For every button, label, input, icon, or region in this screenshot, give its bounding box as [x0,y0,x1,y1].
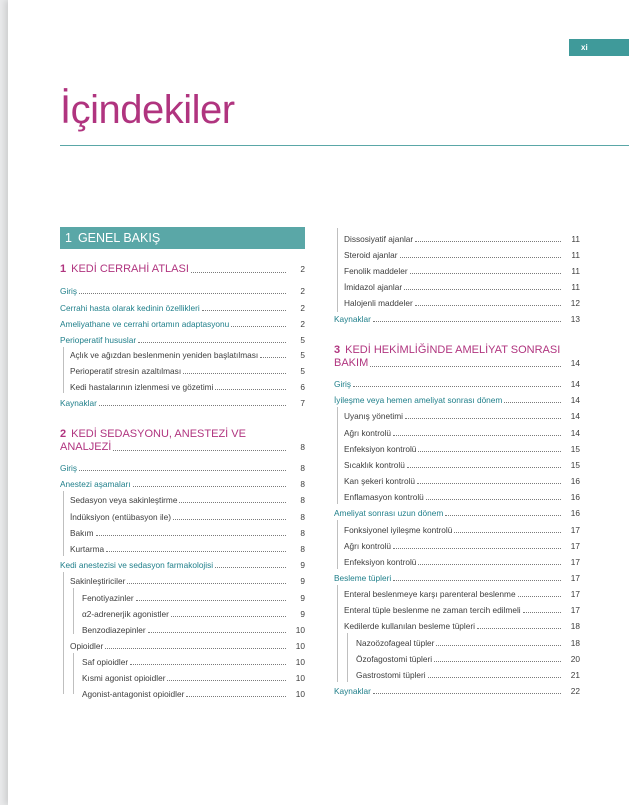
chapter-1-page: 2 [300,264,305,274]
chapter-3-number: 3 [334,344,341,356]
document-page [8,0,629,805]
toc-entry[interactable]: Perioperatif hususlar 5 [60,335,305,345]
toc-entry[interactable]: Steroid ajanlar 11 [344,250,580,260]
toc-entry[interactable]: Kısmi agonist opioidler 10 [82,673,305,683]
toc-entry[interactable]: Kedi hastalarının izlenmesi ve gözetimi 6 [70,382,305,392]
toc-entry[interactable]: Besleme tüpleri 17 [334,573,580,583]
toc-entry[interactable]: Giriş 8 [60,463,305,473]
toc-entry[interactable]: İmidazol ajanlar 11 [344,282,580,292]
toc-entry[interactable]: Enflamasyon kontrolü 16 [344,492,580,502]
toc-entry[interactable]: Halojenli maddeler 12 [344,298,580,308]
chapter-3-heading[interactable] [334,344,580,370]
toc-entry[interactable]: Kurtarma 8 [70,544,305,554]
leader-dots [191,272,286,273]
toc-entry[interactable]: Ameliyat sonrası uzun dönem 16 [334,508,580,518]
chapter-2-number: 2 [60,428,67,440]
chapter-3-page: 14 [570,358,580,368]
toc-entry[interactable]: Enfeksiyon kontrolü 17 [344,557,580,567]
toc-entry[interactable]: Enfeksiyon kontrolü 15 [344,444,580,454]
chapter-2-heading[interactable] [60,428,305,454]
toc-entry[interactable]: Opioidler 10 [70,641,305,651]
toc-entry[interactable]: Benzodiazepinler 10 [82,625,305,635]
toc-entry[interactable]: Kedilerde kullanılan besleme tüpleri 18 [344,621,580,631]
toc-entry[interactable]: Kan şekeri kontrolü 16 [344,476,580,486]
chapter-2-title-line2: ANALJEZİ [60,441,112,453]
toc-entry[interactable]: Sıcaklık kontrolü 15 [344,460,580,470]
toc-entry[interactable]: Fenotiyazinler 9 [82,593,305,603]
chapter-1-title: KEDİ CERRAHİ ATLASI [71,263,189,275]
toc-entry[interactable]: Perioperatif stresin azaltılması 5 [70,366,305,376]
toc-entry[interactable]: Kaynaklar 13 [334,314,580,324]
toc-entry[interactable]: Açlık ve ağızdan beslenmenin yeniden başlatılması 5 [70,350,305,360]
toc-entry[interactable]: Ameliyathane ve cerrahi ortamın adaptasyonu 2 [60,319,305,329]
page-title: İçindekiler [60,88,235,132]
toc-entry[interactable]: Gastrostomi tüpleri 21 [356,670,580,680]
header-rule [60,145,629,146]
toc-entry[interactable]: Fenolik maddeler 11 [344,266,580,276]
toc-entry[interactable]: Bakım 8 [70,528,305,538]
section-banner-label: GENEL BAKIŞ [77,231,161,245]
chapter-1-number: 1 [60,263,67,275]
toc-entry[interactable]: İyileşme veya hemen ameliyat sonrası dönem 14 [334,395,580,405]
toc-entry[interactable]: Enteral tüple beslenme ne zaman tercih edilmeli 17 [344,605,580,615]
chapter-2-title-line1: KEDİ SEDASYONU, ANESTEZİ VE [71,428,246,440]
toc-entry[interactable]: Uyanış yönetimi 14 [344,411,580,421]
chapter-1-heading[interactable] [60,263,305,276]
toc-entry[interactable]: Enteral beslenmeye karşı parenteral beslenme 17 [344,589,580,599]
toc-entry[interactable]: Kaynaklar 7 [60,398,305,408]
toc-entry[interactable]: Kedi anestezisi ve sedasyon farmakolojisi 9 [60,560,305,570]
toc-entry[interactable]: Ağrı kontrolü 14 [344,428,580,438]
toc-entry[interactable]: α2-adrenerjik agonistler 9 [82,609,305,619]
toc-entry[interactable]: Anestezi aşamaları 8 [60,479,305,489]
section-banner [60,227,305,249]
toc-entry[interactable]: Özofagostomi tüpleri 20 [356,654,580,664]
toc-entry[interactable]: Nazoözofageal tüpler 18 [356,638,580,648]
chapter-3-title-line1: KEDİ HEKİMLİĞİNDE AMELİYAT SONRASI [345,344,561,356]
chapter-3-title-line2: BAKIM [334,357,369,369]
toc-entry[interactable]: Ağrı kontrolü 17 [344,541,580,551]
toc-entry[interactable]: Dissosiyatif ajanlar 11 [344,234,580,244]
toc-entry[interactable]: Sakinleştiriciler 9 [70,576,305,586]
chapter-2-page: 8 [300,442,305,452]
toc-entry[interactable]: Kaynaklar 22 [334,686,580,696]
toc-entry[interactable]: Giriş 14 [334,379,580,389]
section-banner-number: 1 [65,231,72,245]
toc-entry[interactable]: Giriş 2 [60,286,305,296]
toc-entry[interactable]: Fonksiyonel iyileşme kontrolü 17 [344,525,580,535]
toc-entry[interactable]: Cerrahi hasta olarak kedinin özellikleri 2 [60,303,305,313]
toc-entry[interactable]: Saf opioidler 10 [82,657,305,667]
toc-entry[interactable]: Sedasyon veya sakinleştirme 8 [70,495,305,505]
toc-entry[interactable]: İndüksiyon (entübasyon ile) 8 [70,512,305,522]
toc-entry[interactable]: Agonist-antagonist opioidler 10 [82,689,305,699]
page-number-tab: xi [569,39,629,56]
